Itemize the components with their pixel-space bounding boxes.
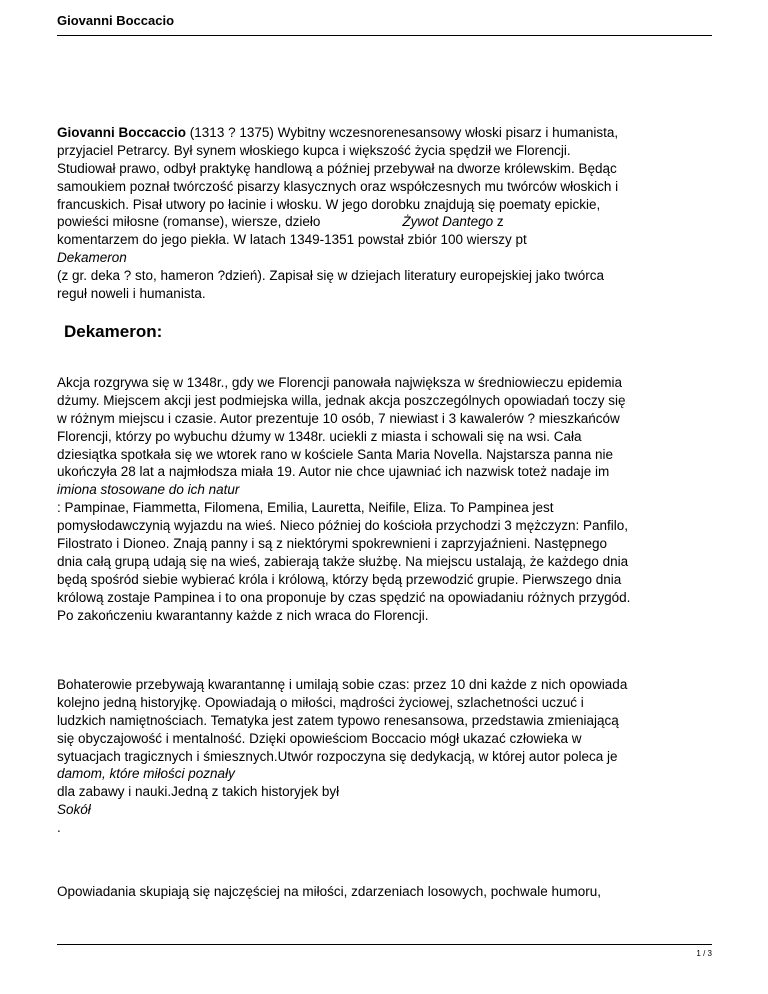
paragraph-line: w różnym miejscu i czasie. Autor prezentuje 10 osób, 7 niewiast i 3 kawalerów ? mieszkańców (57, 410, 620, 426)
italic-phrase: imiona stosowane do ich natur (57, 482, 240, 498)
paragraph-line: : Pampinae, Fiammetta, Filomena, Emilia, Lauretta, Neifile, Eliza. To Pampinea jest (57, 500, 554, 516)
work-title-zywot-dantego: Żywot Dantego (402, 214, 494, 230)
header-divider (57, 35, 712, 36)
paragraph-line: Bohaterowie przebywają kwarantannę i umilają sobie czas: przez 10 dni każde z nich opowiada (57, 677, 628, 692)
page-header-title: Giovanni Boccacio (57, 13, 175, 28)
intro-line: komentarzem do jego piekła. W latach 1349-1351 powstał zbiór 100 wierszy pt (57, 232, 527, 248)
paragraph-line: Po zakończeniu kwarantanny każde z nich wraca do Florencji. (57, 607, 429, 623)
italic-phrase: damom, które miłości poznały (57, 766, 235, 782)
intro-line: samoukiem poznał twórczość pisarzy klasycznych oraz współczesnych mu twórców włoskich i (57, 178, 619, 194)
intro-line: przyjaciel Petrarcy. Był synem włoskiego kupca i większość życia spędził we Florencji. (57, 142, 571, 158)
paragraph-line: Florencji, którzy po wybuchu dżumy w 1348r. uciekli z miasta i schowali się na wsi. Cała (57, 428, 582, 444)
intro-line (57, 213, 717, 231)
intro-text: powieści miłosne (romanse), wiersze, dzieło (57, 214, 321, 230)
paragraph-line: dziesiątka spotkała się we wtorek rano w kościele Santa Maria Novella. Najstarsza panna nie (57, 446, 614, 462)
paragraph-line: kolejno jedną historyjkę. Opowiadają o miłości, mądrości życiowej, szlachetności uczuć i (57, 694, 584, 710)
intro-line: Studiował prawo, odbył praktykę handlową a później przebywał na dworze królewskim. Będąc (57, 160, 617, 176)
footer-divider (57, 944, 712, 945)
intro-text: z (493, 214, 504, 230)
body-paragraph-1 (57, 374, 717, 624)
paragraph-line: dla zabawy i nauki.Jedną z takich historyjek był (57, 784, 340, 800)
intro-line: francuskich. Pisał utwory po łacinie i włosku. W jego dorobku znajdują się poematy epickie, (57, 196, 601, 212)
section-heading: Dekameron: (64, 322, 163, 341)
paragraph-line: Opowiadania skupiają się najczęściej na miłości, zdarzeniach losowych, pochwale humoru, (57, 884, 602, 899)
work-title-dekameron: Dekameron (57, 250, 127, 266)
paragraph-line: . (57, 820, 61, 836)
intro-text: (1313 ? 1375) Wybitny wczesnorenesansowy włoski pisarz i humanista, (186, 125, 619, 140)
paragraph-line: królową zostaje Pampinea i to ona proponuje by czas spędzić na opowiadaniu różnych przygód. (57, 589, 631, 605)
paragraph-line: pomysłodawczynią wyjazdu na wieś. Nieco później do kościoła przychodzi 3 mężczyzn: Panfilo, (57, 518, 629, 534)
page-number: 1 / 3 (696, 949, 712, 958)
paragraph-line: Filostrato i Dioneo. Znają panny i są z niektórymi spokrewnieni i zaprzyjaźnieni. Następnego (57, 536, 608, 552)
paragraph-line: będą spośród siebie wybierać króla i królową, którzy będą przewodzić grupie. Pierwszego dnia (57, 571, 622, 587)
paragraph-line: ukończyła 28 lat a najmłodsza miała 19. Autor nie chce ujawniać ich nazwisk toteż nadaje im (57, 464, 610, 480)
body-paragraph-3 (57, 883, 717, 901)
intro-line (57, 124, 717, 142)
body-paragraph-2 (57, 676, 717, 837)
paragraph-line: się obyczajowość i mentalność. Dzięki opowieściom Boccacio mógł ukazać człowieka w (57, 730, 582, 746)
intro-paragraph (57, 124, 717, 303)
intro-line: (z gr. deka ? sto, hameron ?dzień). Zapisał się w dziejach literatury europejskiej jako twórca (57, 268, 605, 284)
intro-line: reguł noweli i humanista. (57, 286, 206, 302)
paragraph-line: dnia całą grupą udają się na wieś, zabierają także służbę. Na miejscu ustalają, że każdego dnia (57, 553, 629, 569)
paragraph-line: sytuacjach tragicznych i śmiesznych.Utwór rozpoczyna się dedykacją, w której autor poleca je (57, 748, 618, 764)
paragraph-line: Akcja rozgrywa się w 1348r., gdy we Florencji panowała największa w średniowieczu epidemia (57, 375, 623, 390)
paragraph-line: ludzkich namiętnościach. Tematyka jest zatem typowo renesansowa, przedstawia zmieniającą (57, 712, 619, 728)
author-name: Giovanni Boccaccio (57, 125, 187, 140)
paragraph-line: dżumy. Miejscem akcji jest podmiejska willa, jednak akcja poszczególnych opowiadań toczy się (57, 392, 626, 408)
italic-phrase: Sokół (57, 802, 91, 818)
